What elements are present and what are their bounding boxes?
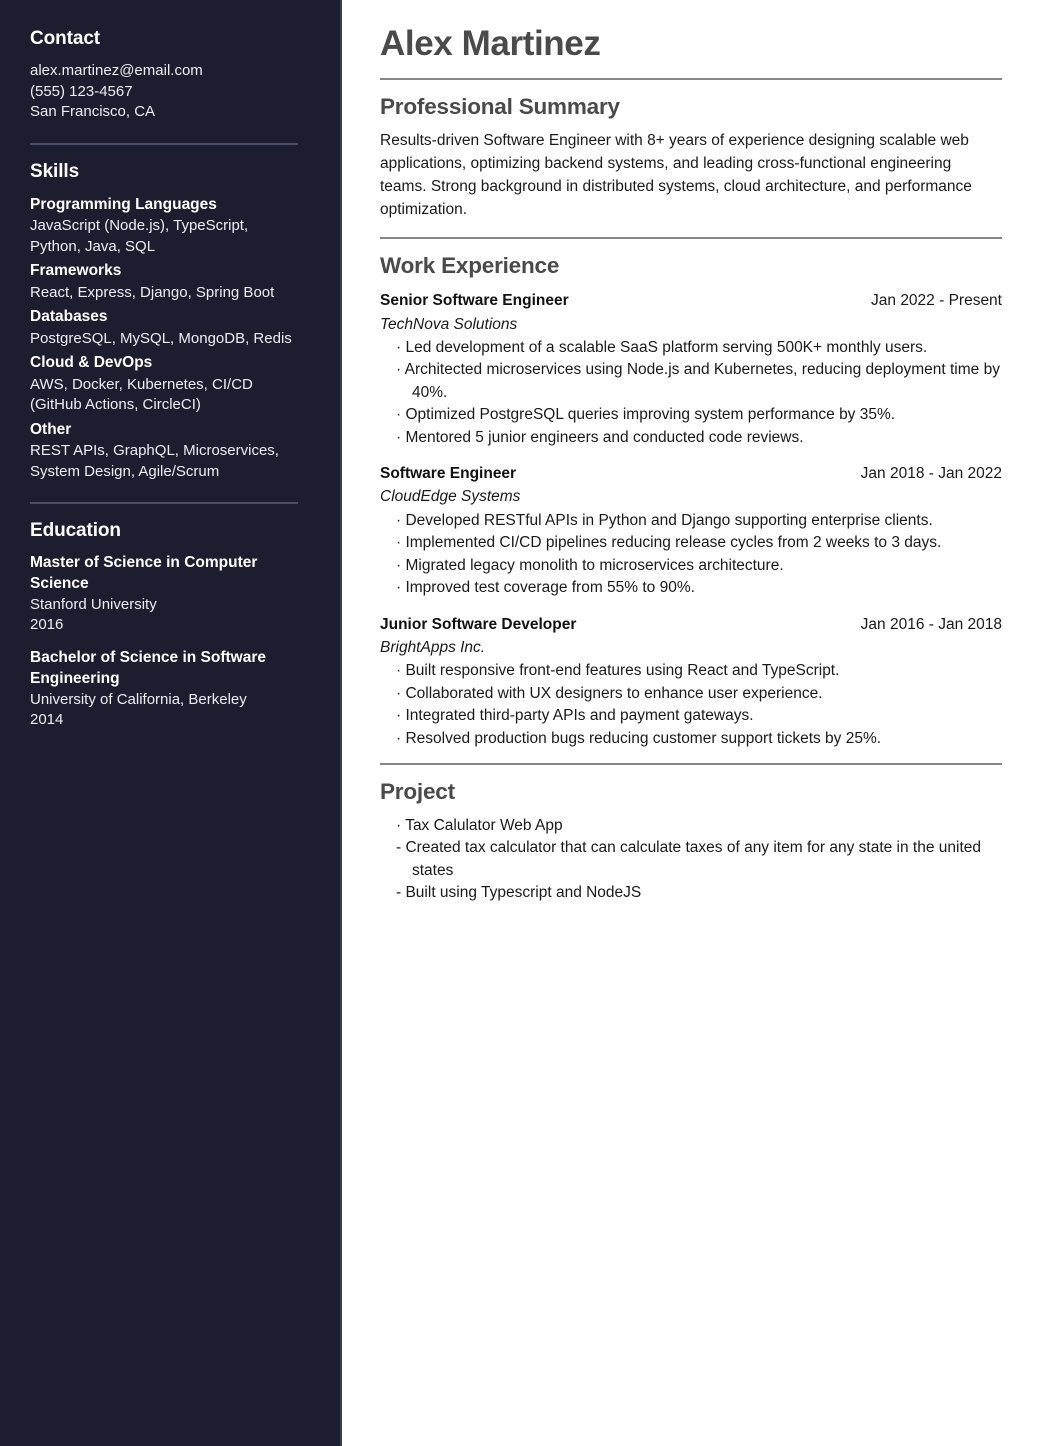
work-heading: Work Experience bbox=[380, 253, 560, 279]
skill-group-label: Programming Languages bbox=[30, 195, 217, 213]
skill-group-value: REST APIs, GraphQL, Microservices, System Design, Agile/Scrum bbox=[30, 442, 279, 480]
job-title: Junior Software Developer bbox=[380, 615, 577, 633]
job-bullet: · Mentored 5 junior engineers and conducted code reviews. bbox=[396, 428, 804, 446]
job-bullet: · Optimized PostgreSQL queries improving system performance by 35%. bbox=[396, 406, 896, 424]
skill-group bbox=[30, 352, 298, 416]
job-bullets bbox=[380, 660, 1002, 750]
skill-group bbox=[30, 194, 298, 258]
education-degree: Master of Science in Computer Science bbox=[30, 554, 258, 592]
job-bullets bbox=[380, 510, 1002, 600]
job-bullet: · Implemented CI/CD pipelines reducing release cycles from 2 weeks to 3 days. bbox=[396, 534, 942, 552]
skill-group bbox=[30, 306, 298, 349]
contact-phone: (555) 123-4567 bbox=[30, 82, 133, 100]
skill-group-label: Cloud & DevOps bbox=[30, 354, 153, 372]
skill-group-value: React, Express, Django, Spring Boot bbox=[30, 283, 275, 301]
work-section bbox=[380, 253, 1002, 750]
education-section bbox=[30, 520, 298, 729]
skill-group-value: PostgreSQL, MySQL, MongoDB, Redis bbox=[30, 329, 292, 347]
sidebar bbox=[0, 0, 342, 1446]
summary-heading: Professional Summary bbox=[380, 94, 620, 120]
job-bullet: · Led development of a scalable SaaS platform serving 500K+ monthly users. bbox=[396, 338, 928, 356]
job-company: BrightApps Inc. bbox=[380, 638, 486, 656]
job-title: Senior Software Engineer bbox=[380, 292, 569, 310]
skills-heading: Skills bbox=[30, 160, 80, 182]
job-company: TechNova Solutions bbox=[380, 315, 518, 333]
rule-above-project bbox=[380, 763, 1002, 765]
contact-location: San Francisco, CA bbox=[30, 103, 156, 121]
job-company: CloudEdge Systems bbox=[380, 488, 521, 506]
education-school: Stanford University bbox=[30, 595, 157, 613]
contact-details bbox=[30, 61, 298, 123]
job-bullet: · Migrated legacy monolith to microservices architecture. bbox=[396, 556, 784, 574]
main-column bbox=[342, 0, 1038, 1446]
job-entry bbox=[380, 613, 1002, 750]
education-entry bbox=[30, 648, 298, 729]
job-title: Software Engineer bbox=[380, 465, 517, 483]
rule-under-name bbox=[380, 78, 1002, 80]
education-year: 2014 bbox=[30, 710, 64, 728]
project-bullet: - Built using Typescript and NodeJS bbox=[396, 884, 642, 902]
job-header bbox=[380, 613, 1002, 636]
education-entry bbox=[30, 553, 298, 634]
contact-heading: Contact bbox=[30, 28, 101, 49]
project-bullet: · Tax Calulator Web App bbox=[396, 816, 563, 834]
education-degree: Bachelor of Science in Software Engineering bbox=[30, 649, 267, 688]
job-header bbox=[380, 289, 1002, 312]
skills-section bbox=[30, 161, 298, 483]
job-bullet: · Built responsive front-end features using React and TypeScript. bbox=[396, 662, 840, 680]
sidebar-divider-1 bbox=[30, 143, 298, 145]
contact-email: alex.martinez@email.com bbox=[30, 62, 203, 79]
page-title: Alex Martinez bbox=[380, 24, 601, 63]
skill-group bbox=[30, 419, 298, 483]
job-bullet: · Developed RESTful APIs in Python and Django supporting enterprise clients. bbox=[396, 511, 933, 529]
project-section bbox=[380, 779, 1002, 905]
education-year: 2016 bbox=[30, 615, 64, 633]
project-heading: Project bbox=[380, 778, 455, 804]
education-heading: Education bbox=[30, 520, 121, 542]
skill-group-value: AWS, Docker, Kubernetes, CI/CD (GitHub Actions, CircleCI) bbox=[30, 375, 253, 414]
summary-text: Results-driven Software Engineer with 8+ years of experience designing scalable web applications, optimizing backend systems, and leading cross-functional engineering teams. Strong background in distributed systems, cloud architecture, and performance optimization. bbox=[380, 132, 972, 218]
job-bullet: · Architected microservices using Node.js and Kubernetes, reducing deployment time by 40%. bbox=[396, 361, 1000, 401]
job-dates: Jan 2016 - Jan 2018 bbox=[860, 615, 1002, 633]
job-bullet: · Resolved production bugs reducing customer support tickets by 25%. bbox=[396, 729, 882, 747]
education-school: University of California, Berkeley bbox=[30, 690, 247, 708]
summary-section bbox=[380, 94, 1002, 221]
job-entry bbox=[380, 462, 1002, 599]
job-bullet: · Integrated third-party APIs and payment gateways. bbox=[396, 707, 754, 725]
skill-group-value: JavaScript (Node.js), TypeScript, Python, Java, SQL bbox=[30, 217, 249, 255]
skill-group-label: Other bbox=[30, 420, 72, 438]
rule-above-work bbox=[380, 237, 1002, 239]
job-bullet: · Improved test coverage from 55% to 90%. bbox=[396, 579, 695, 597]
job-dates: Jan 2022 - Present bbox=[871, 292, 1002, 310]
skill-group-label: Databases bbox=[30, 308, 108, 326]
contact-section bbox=[30, 28, 298, 123]
sidebar-divider-2 bbox=[30, 502, 298, 504]
job-header bbox=[380, 462, 1002, 485]
job-dates: Jan 2018 - Jan 2022 bbox=[860, 465, 1002, 483]
job-bullets bbox=[380, 337, 1002, 449]
skill-group-label: Frameworks bbox=[30, 262, 122, 280]
job-entry bbox=[380, 289, 1002, 449]
skill-group bbox=[30, 260, 298, 303]
project-bullet: - Created tax calculator that can calculate taxes of any item for any state in the united states bbox=[396, 839, 982, 879]
job-bullet: · Collaborated with UX designers to enhance user experience. bbox=[396, 684, 823, 702]
project-bullets bbox=[380, 815, 1002, 905]
